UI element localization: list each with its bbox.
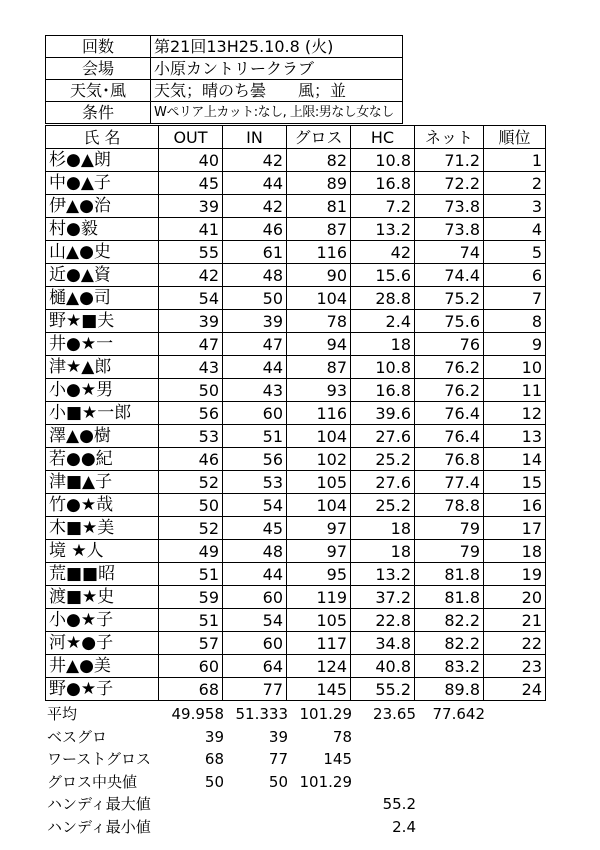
header-row (46, 126, 546, 149)
cell-gross: 81 (287, 195, 351, 218)
cell-in: 51 (223, 425, 287, 448)
cell-rank: 7 (484, 287, 546, 310)
cell-rank: 19 (484, 563, 546, 586)
cell-net: 76.8 (415, 448, 484, 471)
cell-name: 山▲●史 (46, 241, 159, 264)
cell-in: 44 (223, 563, 287, 586)
table-row (46, 356, 546, 379)
cell-name: 近●▲資 (46, 264, 159, 287)
cell-name: 小■★一郎 (46, 402, 159, 425)
cell-gross: 82 (287, 149, 351, 172)
cell-name: 津■▲子 (46, 471, 159, 494)
stat-out: 50 (204, 772, 224, 791)
table-row (46, 287, 546, 310)
cell-name: 渡■★史 (46, 586, 159, 609)
table-row (46, 563, 546, 586)
cell-net: 81.8 (415, 563, 484, 586)
stat-out (163, 816, 227, 839)
cell-in: 39 (223, 310, 287, 333)
cell-name: 澤▲●樹 (46, 425, 159, 448)
cell-rank: 18 (484, 540, 546, 563)
cell-in: 43 (223, 379, 287, 402)
cell-gross: 97 (287, 517, 351, 540)
cell-hc: 16.8 (351, 172, 415, 195)
stat-hc: 23.65 (373, 705, 416, 724)
weather-label: 天気･風 (46, 80, 151, 102)
cell-hc: 34.8 (351, 632, 415, 655)
conditions-value: Wペリア上カット:なし, 上限:男なし女なし (151, 102, 403, 124)
header-in: IN (223, 126, 287, 149)
cell-rank: 3 (484, 195, 546, 218)
cell-in: 50 (223, 287, 287, 310)
cell-hc: 2.4 (351, 310, 415, 333)
stat-out: 39 (204, 727, 224, 746)
header-out: OUT (159, 126, 223, 149)
cell-name: 荒■■昭 (46, 563, 159, 586)
cell-hc: 27.6 (351, 425, 415, 448)
cell-out: 50 (159, 494, 223, 517)
cell-out: 52 (159, 517, 223, 540)
cell-gross: 89 (287, 172, 351, 195)
cell-out: 57 (159, 632, 223, 655)
table-row (46, 310, 546, 333)
round-value: 第21回13H25.10.8 (火) (151, 36, 403, 58)
event-info-table (45, 35, 403, 124)
cell-name: 野★■夫 (46, 310, 159, 333)
cell-gross: 94 (287, 333, 351, 356)
cell-gross: 119 (287, 586, 351, 609)
cell-net: 73.8 (415, 195, 484, 218)
cell-gross: 87 (287, 356, 351, 379)
cell-in: 61 (223, 241, 287, 264)
cell-gross: 102 (287, 448, 351, 471)
table-row (46, 448, 546, 471)
cell-net: 78.8 (415, 494, 484, 517)
cell-out: 53 (159, 425, 223, 448)
cell-in: 48 (223, 264, 287, 287)
cell-net: 75.2 (415, 287, 484, 310)
table-row (46, 517, 546, 540)
stat-net (419, 726, 488, 749)
cell-net: 76.2 (415, 356, 484, 379)
cell-gross: 124 (287, 655, 351, 678)
cell-hc: 25.2 (351, 494, 415, 517)
cell-name: 若●●紀 (46, 448, 159, 471)
cell-rank: 15 (484, 471, 546, 494)
cell-out: 55 (159, 241, 223, 264)
cell-gross: 116 (287, 241, 351, 264)
stat-hc: 2.4 (392, 817, 416, 836)
cell-net: 82.2 (415, 632, 484, 655)
table-row (46, 264, 546, 287)
cell-gross: 97 (287, 540, 351, 563)
cell-rank: 9 (484, 333, 546, 356)
stat-hc (355, 748, 419, 771)
cell-out: 47 (159, 333, 223, 356)
stat-net (419, 816, 488, 839)
cell-hc: 7.2 (351, 195, 415, 218)
stat-gross (291, 816, 355, 839)
cell-out: 49 (159, 540, 223, 563)
cell-in: 44 (223, 356, 287, 379)
stat-out: 49.958 (171, 705, 224, 724)
cell-gross: 90 (287, 264, 351, 287)
stat-gross: 78 (332, 727, 352, 746)
stat-hc (355, 726, 419, 749)
stat-in: 77 (268, 750, 288, 769)
cell-hc: 55.2 (351, 678, 415, 701)
stats-row (45, 726, 488, 749)
stat-hc (355, 771, 419, 794)
cell-name: 木■★美 (46, 517, 159, 540)
cell-name: 井●★一 (46, 333, 159, 356)
cell-in: 60 (223, 632, 287, 655)
cell-net: 83.2 (415, 655, 484, 678)
venue-label: 会場 (46, 58, 151, 80)
cell-out: 51 (159, 563, 223, 586)
cell-out: 42 (159, 264, 223, 287)
stats-row (45, 748, 488, 771)
cell-out: 41 (159, 218, 223, 241)
cell-rank: 6 (484, 264, 546, 287)
cell-rank: 24 (484, 678, 546, 701)
cell-hc: 16.8 (351, 379, 415, 402)
cell-name: 小●★子 (46, 609, 159, 632)
stat-net (419, 748, 488, 771)
cell-net: 75.6 (415, 310, 484, 333)
stat-out (163, 793, 227, 816)
cell-hc: 40.8 (351, 655, 415, 678)
cell-net: 76.4 (415, 425, 484, 448)
cell-out: 50 (159, 379, 223, 402)
cell-out: 56 (159, 402, 223, 425)
cell-out: 51 (159, 609, 223, 632)
cell-net: 71.2 (415, 149, 484, 172)
cell-hc: 15.6 (351, 264, 415, 287)
table-row (46, 632, 546, 655)
stats-row (45, 816, 488, 839)
table-row (46, 655, 546, 678)
cell-in: 44 (223, 172, 287, 195)
cell-rank: 1 (484, 149, 546, 172)
header-name: 氏 名 (46, 126, 159, 149)
round-label: 回数 (46, 36, 151, 58)
cell-hc: 37.2 (351, 586, 415, 609)
cell-net: 76.2 (415, 379, 484, 402)
header-hc: HC (351, 126, 415, 149)
cell-name: 杉●▲朗 (46, 149, 159, 172)
cell-in: 47 (223, 333, 287, 356)
stat-hc: 55.2 (382, 795, 416, 814)
cell-name: 竹●★哉 (46, 494, 159, 517)
cell-in: 56 (223, 448, 287, 471)
table-row (46, 471, 546, 494)
cell-gross: 93 (287, 379, 351, 402)
table-row (46, 149, 546, 172)
cell-hc: 18 (351, 540, 415, 563)
cell-name: 伊▲●治 (46, 195, 159, 218)
stat-in: 51.333 (235, 705, 288, 724)
cell-hc: 25.2 (351, 448, 415, 471)
stat-net: 77.642 (432, 705, 485, 724)
stat-gross: 101.29 (299, 705, 352, 724)
cell-rank: 10 (484, 356, 546, 379)
cell-name: 樋▲●司 (46, 287, 159, 310)
table-row (46, 172, 546, 195)
cell-rank: 21 (484, 609, 546, 632)
cell-name: 村●毅 (46, 218, 159, 241)
stat-gross: 145 (323, 750, 352, 769)
cell-rank: 23 (484, 655, 546, 678)
cell-in: 60 (223, 586, 287, 609)
stat-label: ハンディ最大値 (47, 795, 151, 814)
cell-hc: 22.8 (351, 609, 415, 632)
cell-gross: 105 (287, 609, 351, 632)
stat-label: ワーストグロス (47, 750, 151, 769)
venue-value: 小原カントリークラブ (151, 58, 403, 80)
cell-rank: 4 (484, 218, 546, 241)
cell-name: 津★▲郎 (46, 356, 159, 379)
stat-in (227, 816, 291, 839)
cell-gross: 116 (287, 402, 351, 425)
cell-net: 76 (415, 333, 484, 356)
stats-row (45, 793, 488, 816)
cell-hc: 42 (351, 241, 415, 264)
table-row (46, 609, 546, 632)
cell-net: 79 (415, 517, 484, 540)
cell-in: 54 (223, 494, 287, 517)
stat-gross (291, 793, 355, 816)
cell-net: 81.8 (415, 586, 484, 609)
cell-net: 82.2 (415, 609, 484, 632)
cell-gross: 117 (287, 632, 351, 655)
cell-out: 39 (159, 195, 223, 218)
cell-out: 46 (159, 448, 223, 471)
stat-in: 50 (268, 772, 288, 791)
cell-out: 60 (159, 655, 223, 678)
cell-in: 45 (223, 517, 287, 540)
cell-net: 72.2 (415, 172, 484, 195)
cell-hc: 28.8 (351, 287, 415, 310)
cell-name: 境 ★人 (46, 540, 159, 563)
cell-hc: 27.6 (351, 471, 415, 494)
table-row (46, 540, 546, 563)
cell-net: 76.4 (415, 402, 484, 425)
cell-gross: 104 (287, 494, 351, 517)
cell-out: 54 (159, 287, 223, 310)
stat-in: 39 (268, 727, 288, 746)
cell-in: 60 (223, 402, 287, 425)
cell-hc: 13.2 (351, 218, 415, 241)
cell-out: 52 (159, 471, 223, 494)
table-row (46, 333, 546, 356)
results-body (46, 149, 546, 701)
stat-label: ベスグロ (47, 727, 108, 746)
cell-name: 河★●子 (46, 632, 159, 655)
cell-gross: 95 (287, 563, 351, 586)
cell-gross: 78 (287, 310, 351, 333)
info-row-conditions (46, 102, 403, 124)
cell-hc: 39.6 (351, 402, 415, 425)
stats-row (45, 703, 488, 726)
cell-gross: 87 (287, 218, 351, 241)
cell-in: 54 (223, 609, 287, 632)
cell-rank: 17 (484, 517, 546, 540)
cell-rank: 5 (484, 241, 546, 264)
stat-label: グロス中央値 (47, 772, 138, 791)
cell-gross: 105 (287, 471, 351, 494)
cell-hc: 10.8 (351, 356, 415, 379)
summary-stats (45, 703, 488, 838)
cell-out: 40 (159, 149, 223, 172)
table-row (46, 425, 546, 448)
cell-rank: 13 (484, 425, 546, 448)
cell-rank: 16 (484, 494, 546, 517)
info-row-venue (46, 58, 403, 80)
cell-out: 59 (159, 586, 223, 609)
cell-net: 74.4 (415, 264, 484, 287)
cell-net: 77.4 (415, 471, 484, 494)
cell-name: 小●★男 (46, 379, 159, 402)
conditions-label: 条件 (46, 102, 151, 124)
stat-net (419, 771, 488, 794)
table-row (46, 494, 546, 517)
cell-net: 74 (415, 241, 484, 264)
results-table (45, 125, 546, 701)
cell-in: 64 (223, 655, 287, 678)
table-row (46, 195, 546, 218)
header-gross: グロス (287, 126, 351, 149)
stat-label: 平均 (47, 705, 78, 724)
weather-value: 天気；晴のち曇 風；並 (151, 80, 403, 102)
cell-hc: 18 (351, 333, 415, 356)
cell-net: 89.8 (415, 678, 484, 701)
cell-out: 68 (159, 678, 223, 701)
cell-rank: 20 (484, 586, 546, 609)
info-row-round (46, 36, 403, 58)
stat-net (419, 793, 488, 816)
cell-hc: 18 (351, 517, 415, 540)
cell-in: 42 (223, 149, 287, 172)
cell-gross: 104 (287, 425, 351, 448)
cell-hc: 10.8 (351, 149, 415, 172)
cell-net: 73.8 (415, 218, 484, 241)
cell-gross: 104 (287, 287, 351, 310)
table-row (46, 402, 546, 425)
cell-out: 43 (159, 356, 223, 379)
table-row (46, 379, 546, 402)
cell-in: 53 (223, 471, 287, 494)
table-row (46, 678, 546, 701)
cell-in: 48 (223, 540, 287, 563)
stat-in (227, 793, 291, 816)
cell-rank: 8 (484, 310, 546, 333)
cell-out: 45 (159, 172, 223, 195)
cell-rank: 2 (484, 172, 546, 195)
cell-in: 42 (223, 195, 287, 218)
stat-gross: 101.29 (299, 772, 352, 791)
header-net: ネット (415, 126, 484, 149)
cell-gross: 145 (287, 678, 351, 701)
cell-hc: 13.2 (351, 563, 415, 586)
cell-name: 野●★子 (46, 678, 159, 701)
stats-body (45, 703, 488, 838)
stats-row (45, 771, 488, 794)
cell-out: 39 (159, 310, 223, 333)
cell-rank: 22 (484, 632, 546, 655)
cell-in: 46 (223, 218, 287, 241)
cell-in: 77 (223, 678, 287, 701)
info-row-weather (46, 80, 403, 102)
table-row (46, 218, 546, 241)
cell-name: 井▲●美 (46, 655, 159, 678)
header-rank: 順位 (484, 126, 546, 149)
cell-rank: 12 (484, 402, 546, 425)
stat-label: ハンディ最小値 (47, 817, 151, 836)
table-row (46, 241, 546, 264)
cell-name: 中●▲子 (46, 172, 159, 195)
table-row (46, 586, 546, 609)
cell-rank: 11 (484, 379, 546, 402)
cell-rank: 14 (484, 448, 546, 471)
cell-net: 79 (415, 540, 484, 563)
stat-out: 68 (204, 750, 224, 769)
